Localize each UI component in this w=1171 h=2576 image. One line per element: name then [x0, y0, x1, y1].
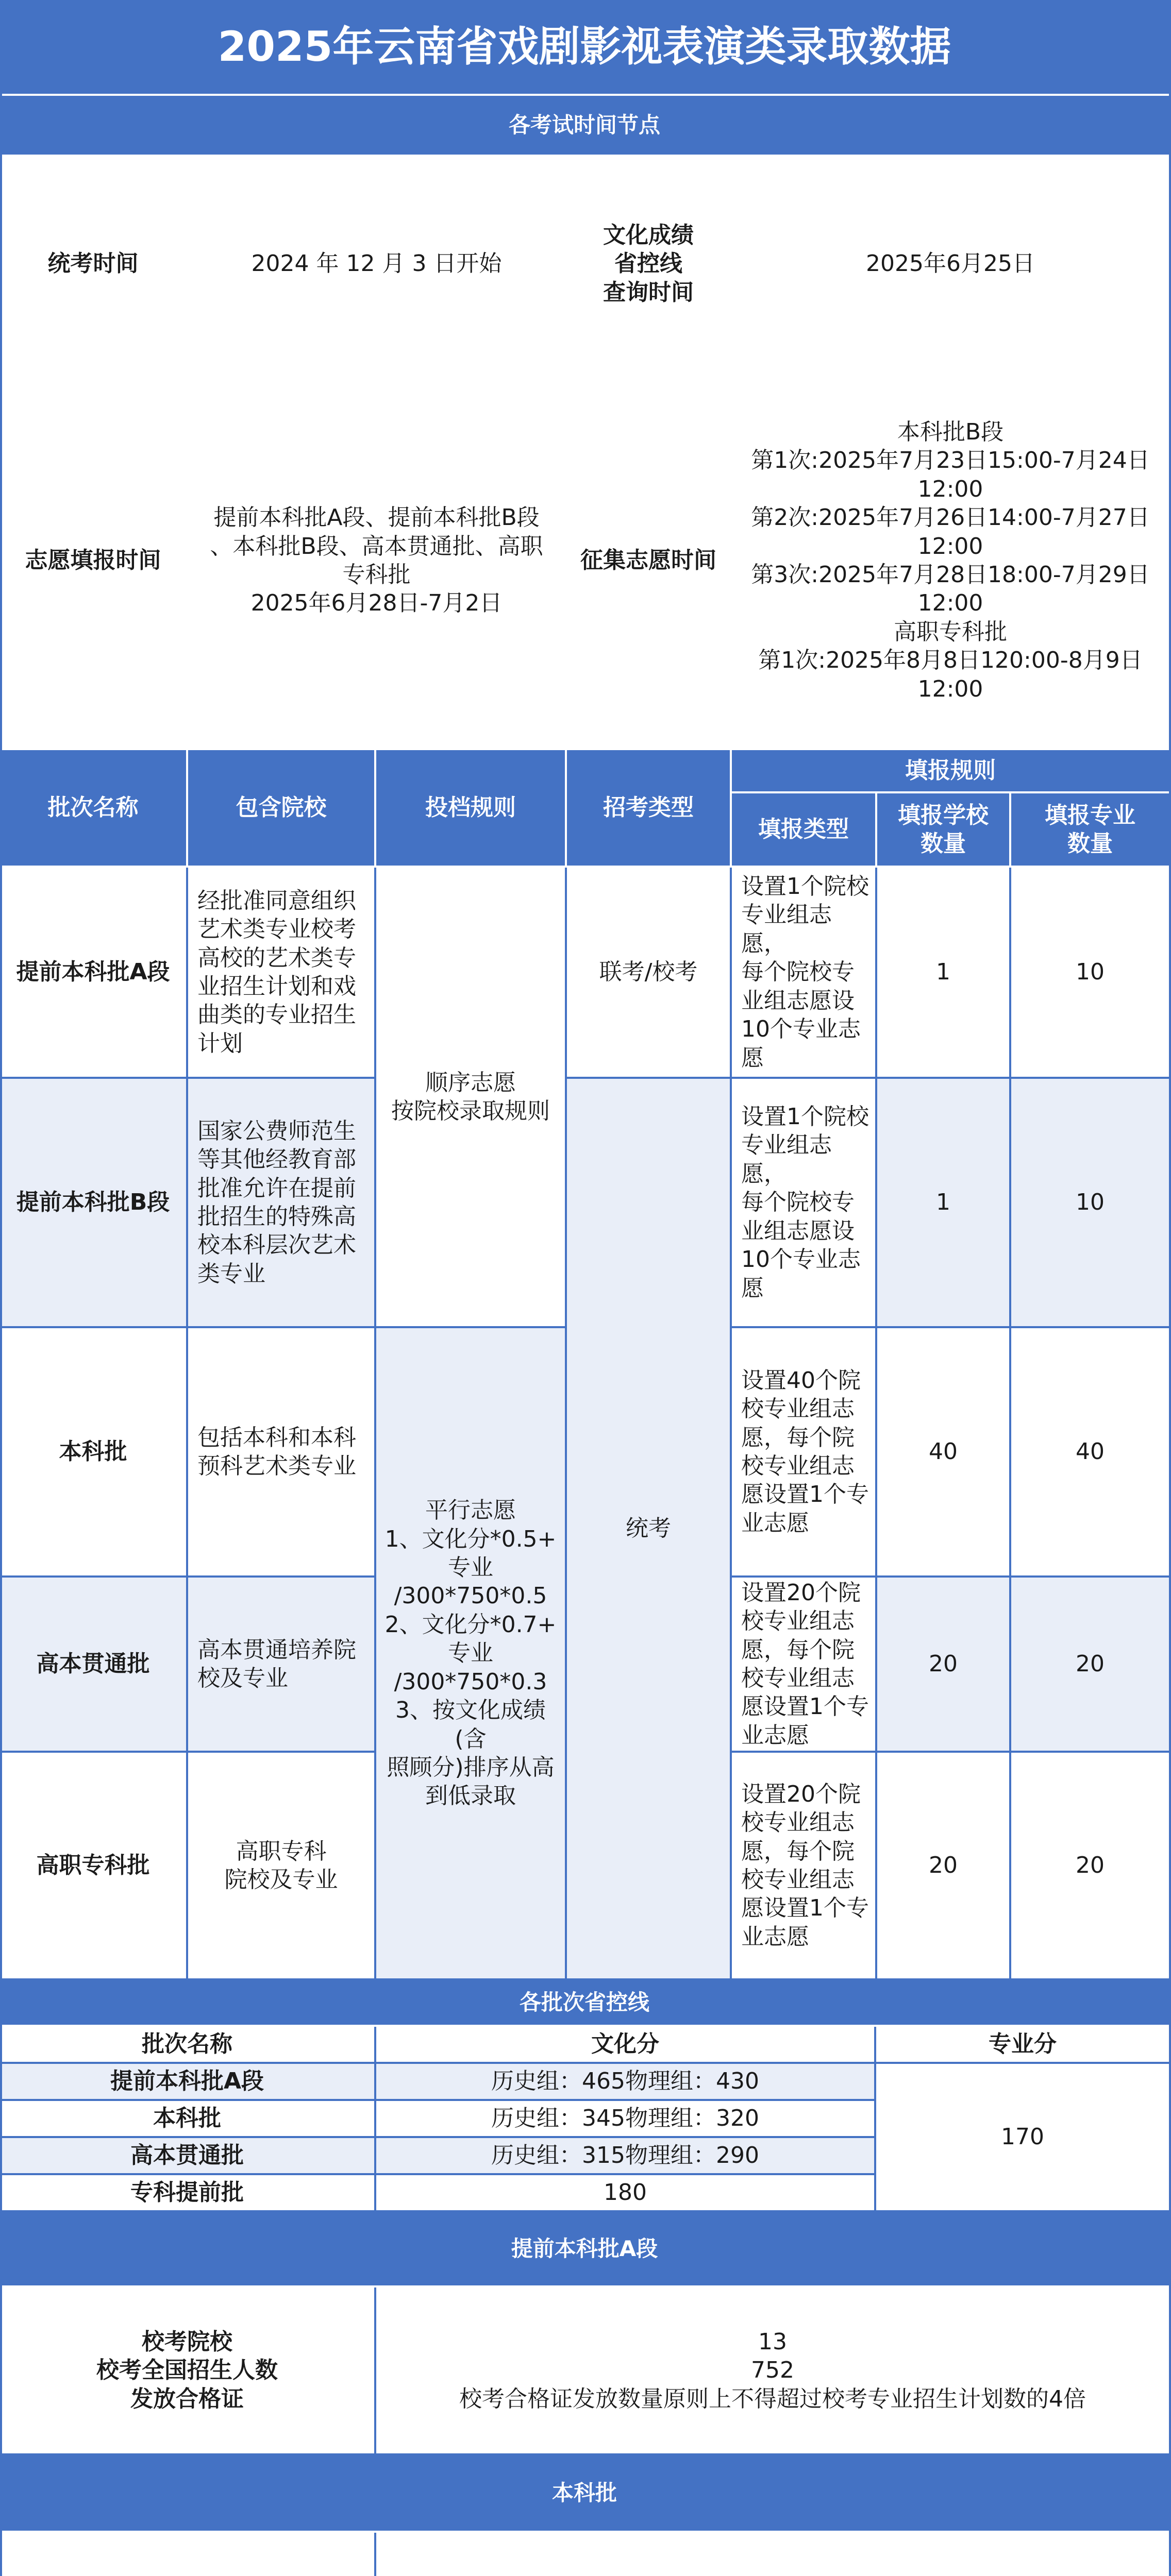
- batch-fill-type: 设置20个院 校专业组志 愿，每个院 校专业组志 愿设置1个专 业志愿: [732, 1753, 877, 1980]
- advance-a-labels: 校考院校 校考全国招生人数 发放合格证: [0, 2287, 376, 2455]
- col-header-fill-majors: 填报专业 数量: [1011, 793, 1171, 868]
- col-header-type: 招考类型: [567, 750, 732, 868]
- exam-time-value: 2024 年 12 月 3 日开始: [188, 157, 567, 373]
- control-col-major: 专业分: [876, 2027, 1171, 2064]
- volunteer-time-value: 提前本科批A段、提前本科批B段 、本科批B段、高本贯通批、高职 专科批 2025年6月28日-7月2日: [188, 373, 567, 750]
- batch-fill-schools: 20: [877, 1753, 1011, 1980]
- batch-type-joint: 联考/校考: [567, 868, 732, 1079]
- control-row-name: 高本贯通批: [0, 2138, 376, 2175]
- batch-rule-sequential: 顺序志愿 按院校录取规则: [376, 868, 567, 1328]
- batch-fill-majors: 10: [1011, 868, 1171, 1079]
- batch-fill-majors: 40: [1011, 1328, 1171, 1578]
- control-col-batch: 批次名称: [0, 2027, 376, 2064]
- batch-fill-type: 设置40个院 校专业组志 愿，每个院 校专业组志 愿设置1个专 业志愿: [732, 1328, 877, 1578]
- exam-nodes-header: 各考试时间节点: [0, 96, 1171, 157]
- col-header-fill-rule: 填报规则: [732, 750, 1171, 793]
- control-row-culture: 180: [376, 2175, 876, 2212]
- score-query-label: 文化成绩 省控线 查询时间: [567, 157, 732, 373]
- batch-fill-type: 设置1个院校 专业组志愿， 每个院校专 业组志愿设 10个专业志 愿: [732, 1079, 877, 1328]
- batch-schools: 高职专科 院校及专业: [188, 1753, 376, 1980]
- batch-fill-majors: 20: [1011, 1578, 1171, 1753]
- batch-type-unified: 统考: [567, 1079, 732, 1980]
- col-header-fill-type: 填报类型: [732, 793, 877, 868]
- exam-time-label: 统考时间: [0, 157, 188, 373]
- score-query-value: 2025年6月25日: [732, 157, 1171, 373]
- control-row-name: 本科批: [0, 2101, 376, 2138]
- control-lines-header: 各批次省控线: [0, 1980, 1171, 2027]
- advance-a-header: 提前本科批A段: [0, 2212, 1171, 2287]
- page-title: 2025年云南省戏剧影视表演类录取数据: [0, 0, 1171, 96]
- batch-name: 高本贯通批: [0, 1578, 188, 1753]
- col-header-batch: 批次名称: [0, 750, 188, 868]
- batch-fill-schools: 20: [877, 1578, 1011, 1753]
- batch-schools: 经批准同意组织 艺术类专业校考 高校的艺术类专 业招生计划和戏 曲类的专业招生 计划: [188, 868, 376, 1079]
- batch-rule-parallel: 平行志愿 1、文化分*0.5+ 专业 /300*750*0.5 2、文化分*0.7+ 专业 /300*750*0.3 3、按文化成绩(含 照顾分)排序从高 到低录取: [376, 1328, 567, 1980]
- batch-fill-majors: 10: [1011, 1079, 1171, 1328]
- frame-right: [1169, 0, 1171, 2576]
- batch-name: 提前本科批A段: [0, 868, 188, 1079]
- control-col-culture: 文化分: [376, 2027, 876, 2064]
- batch-schools: 高本贯通培养院 校及专业: [188, 1578, 376, 1753]
- batch-schools: 国家公费师范生 等其他经教育部 批准允许在提前 批招生的特殊高 校本科层次艺术 类专业: [188, 1079, 376, 1328]
- control-row-name: 专科提前批: [0, 2175, 376, 2212]
- col-header-rule: 投档规则: [376, 750, 567, 868]
- batch-name: 提前本科批B段: [0, 1079, 188, 1328]
- volunteer-time-label: 志愿填报时间: [0, 373, 188, 750]
- control-row-culture: 历史组：465物理组：430: [376, 2064, 876, 2101]
- batch-name: 本科批: [0, 1328, 188, 1578]
- advance-a-values: 13 752 校考合格证发放数量原则上不得超过校考专业招生计划数的4倍: [376, 2287, 1171, 2455]
- collect-time-label: 征集志愿时间: [567, 373, 732, 750]
- col-header-fill-schools: 填报学校 数量: [877, 793, 1011, 868]
- undergrad-total-value: [376, 2533, 1171, 2576]
- batch-fill-schools: 40: [877, 1328, 1011, 1578]
- undergrad-header: 本科批: [0, 2455, 1171, 2533]
- control-row-culture: 历史组：315物理组：290: [376, 2138, 876, 2175]
- col-header-schools: 包含院校: [188, 750, 376, 868]
- batch-fill-type: 设置1个院校 专业组志愿， 每个院校专 业组志愿设 10个专业志 愿: [732, 868, 877, 1079]
- batch-name: 高职专科批: [0, 1753, 188, 1980]
- batch-fill-schools: 1: [877, 868, 1011, 1079]
- batch-fill-majors: 20: [1011, 1753, 1171, 1980]
- frame-left: [0, 0, 2, 2576]
- undergrad-total-label: [0, 2533, 376, 2576]
- batch-fill-schools: 1: [877, 1079, 1011, 1328]
- control-row-name: 提前本科批A段: [0, 2064, 376, 2101]
- control-row-culture: 历史组：345物理组：320: [376, 2101, 876, 2138]
- collect-time-value: 本科批B段 第1次:2025年7月23日15:00-7月24日 12:00 第2次:2025年7月26日14:00-7月27日 12:00 第3次:2025年7月28日18:00-7月29日 12:00 高职专科批 第1次:2025年8月8日120:00-8月9日 12:00: [732, 373, 1171, 750]
- control-major-value: 170: [876, 2064, 1171, 2212]
- batch-schools: 包括本科和本科 预科艺术类专业: [188, 1328, 376, 1578]
- batch-fill-type: 设置20个院 校专业组志 愿，每个院 校专业组志 愿设置1个专 业志愿: [732, 1578, 877, 1753]
